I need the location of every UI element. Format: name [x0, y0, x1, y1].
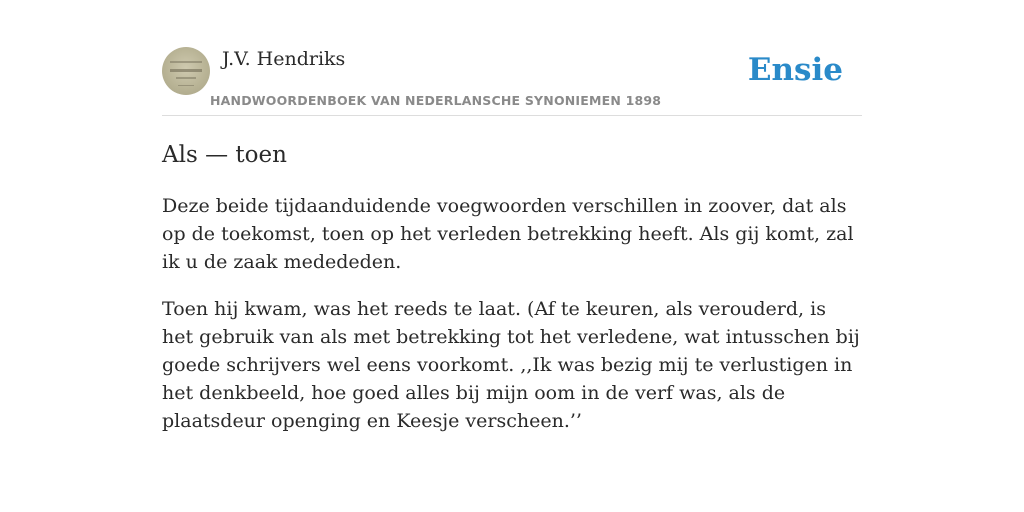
cover-line-decoration	[178, 85, 194, 86]
book-cover-icon[interactable]	[162, 47, 210, 95]
entry-card	[162, 46, 862, 435]
source-title[interactable]: HANDWOORDENBOEK VAN NEDERLANSCHE SYNONIEMEN 1898	[210, 93, 662, 108]
entry-paragraph: Toen hij kwam, was het reeds te laat. (Af te keuren, als verouderd, is het gebruik van als met betrekking tot het verledene, wat intusschen bij goede schrijvers wel eens voorkomt. ,,Ik was bezig mij te verlustigen in het denkbeeld, hoe goed alles bij mijn oom in de verf was, als de plaatsdeur openging en Keesje verscheen.’’	[162, 298, 860, 432]
cover-line-decoration	[170, 69, 202, 72]
cover-line-decoration	[170, 61, 202, 63]
author-name[interactable]: J.V. Hendriks	[222, 48, 346, 70]
ensie-logo[interactable]: Ensie	[747, 52, 843, 88]
entry-paragraph: Deze beide tijdaanduidende voegwoorden verschillen in zoover, dat als op de toekomst, toen op het verleden betrekking heeft. Als gij komt, zal ik u de zaak medededen.	[162, 195, 854, 273]
entry-title: Als — toen	[162, 142, 287, 168]
cover-line-decoration	[176, 77, 196, 79]
entry-header	[162, 46, 862, 116]
